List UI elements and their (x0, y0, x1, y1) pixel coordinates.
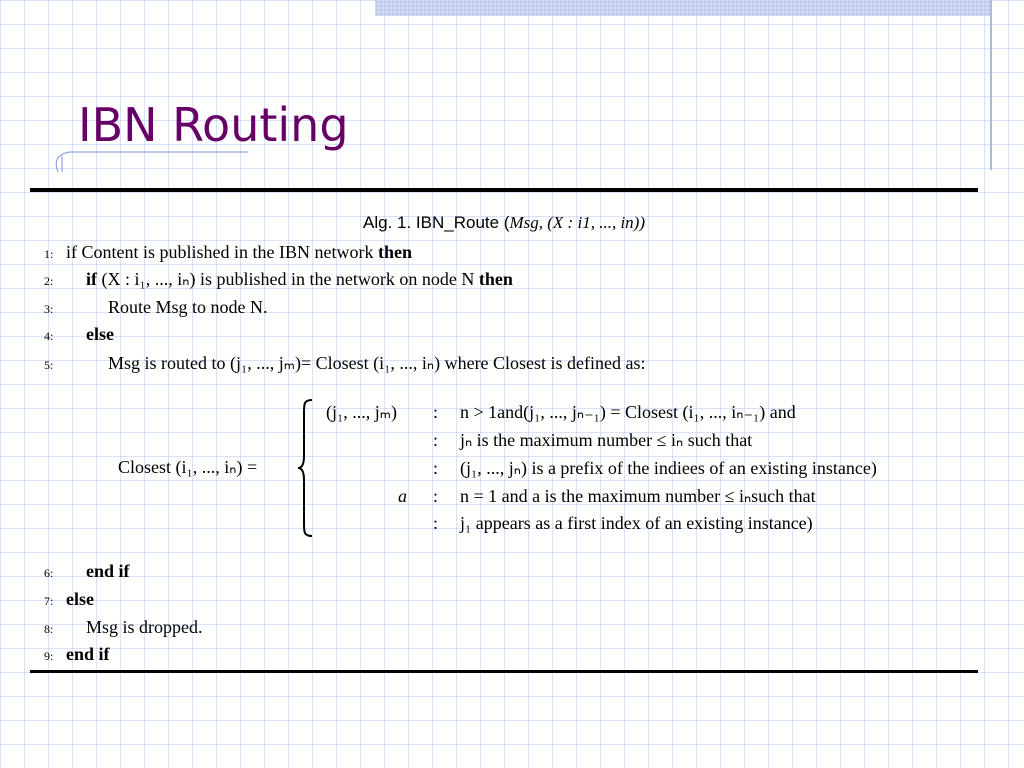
case1-condition-1: n > 1and(j₁, ..., jₙ₋₁) = Closest (i₁, ..., iₙ₋₁) and (460, 402, 796, 422)
algorithm-line-3 (44, 297, 268, 318)
case2-condition-2: j₁ appears as a first index of an existing instance) (460, 513, 813, 533)
case-colon: : (433, 486, 439, 506)
line-number: 8: (44, 622, 54, 636)
case-colon: : (433, 458, 439, 478)
keyword: end if (66, 644, 110, 664)
case1-value: (j₁, ..., jₘ) (326, 402, 397, 422)
line-text: Msg is routed to (j₁, ..., jₘ)= Closest (i₁, ..., iₙ) where Closest is defined as: (108, 353, 646, 373)
line-number: 7: (44, 594, 54, 608)
caption-msg: Msg (509, 213, 539, 232)
line-number: 1: (44, 247, 54, 261)
line-number: 5: (44, 358, 54, 372)
caption-end: n)) (625, 213, 645, 232)
keyword: then (377, 242, 412, 262)
line-number: 2: (44, 274, 54, 288)
slide-title: IBN Routing (78, 98, 349, 152)
algorithm-bottom-rule (30, 670, 978, 673)
header-band (375, 0, 990, 16)
algorithm-line-1 (44, 242, 412, 263)
case1-condition-3: (j₁, ..., jₙ) is a prefix of the indiees of an existing instance) (460, 458, 877, 478)
algorithm-top-rule (30, 188, 978, 192)
line-text: if Content is published in the IBN network (66, 242, 378, 262)
line-text: (X : i₁, ..., iₙ) is published in the network on node N (97, 269, 479, 289)
line-number: 3: (44, 302, 54, 316)
title-swoosh-icon (48, 150, 248, 174)
keyword: else (86, 324, 114, 344)
algorithm-line-5 (44, 353, 646, 374)
left-brace-icon (296, 398, 316, 538)
algorithm-line-7 (44, 589, 94, 610)
algorithm-line-8 (44, 617, 203, 638)
closest-lhs: Closest (i₁, ..., iₙ) = (118, 457, 258, 477)
case-colon: : (433, 430, 439, 450)
line-text: Msg is dropped. (86, 617, 203, 637)
case-colon: : (433, 513, 439, 533)
algorithm-line-9 (44, 644, 110, 665)
line-text: Route Msg to node N. (108, 297, 268, 317)
caption-args: , (X : i (538, 213, 583, 232)
case2-value: a (398, 486, 407, 506)
algorithm-line-6 (44, 561, 130, 582)
caption-rest: 1, ..., i (582, 213, 626, 232)
decorative-rule (990, 0, 992, 170)
caption-prefix: Alg. 1. IBN_Route ( (363, 213, 510, 232)
case2-condition-1: n = 1 and a is the maximum number ≤ iₙsuch that (460, 486, 816, 506)
line-number: 6: (44, 566, 54, 580)
algorithm-line-4 (44, 324, 114, 345)
keyword: then (478, 269, 513, 289)
case-colon: : (433, 402, 439, 422)
keyword: else (66, 589, 94, 609)
line-number: 4: (44, 329, 54, 343)
algorithm-line-2 (44, 269, 513, 290)
keyword: if (86, 269, 97, 289)
line-number: 9: (44, 649, 54, 663)
algorithm-caption (0, 213, 1008, 233)
case1-condition-2: jₙ is the maximum number ≤ iₙ such that (460, 430, 753, 450)
keyword: end if (86, 561, 130, 581)
